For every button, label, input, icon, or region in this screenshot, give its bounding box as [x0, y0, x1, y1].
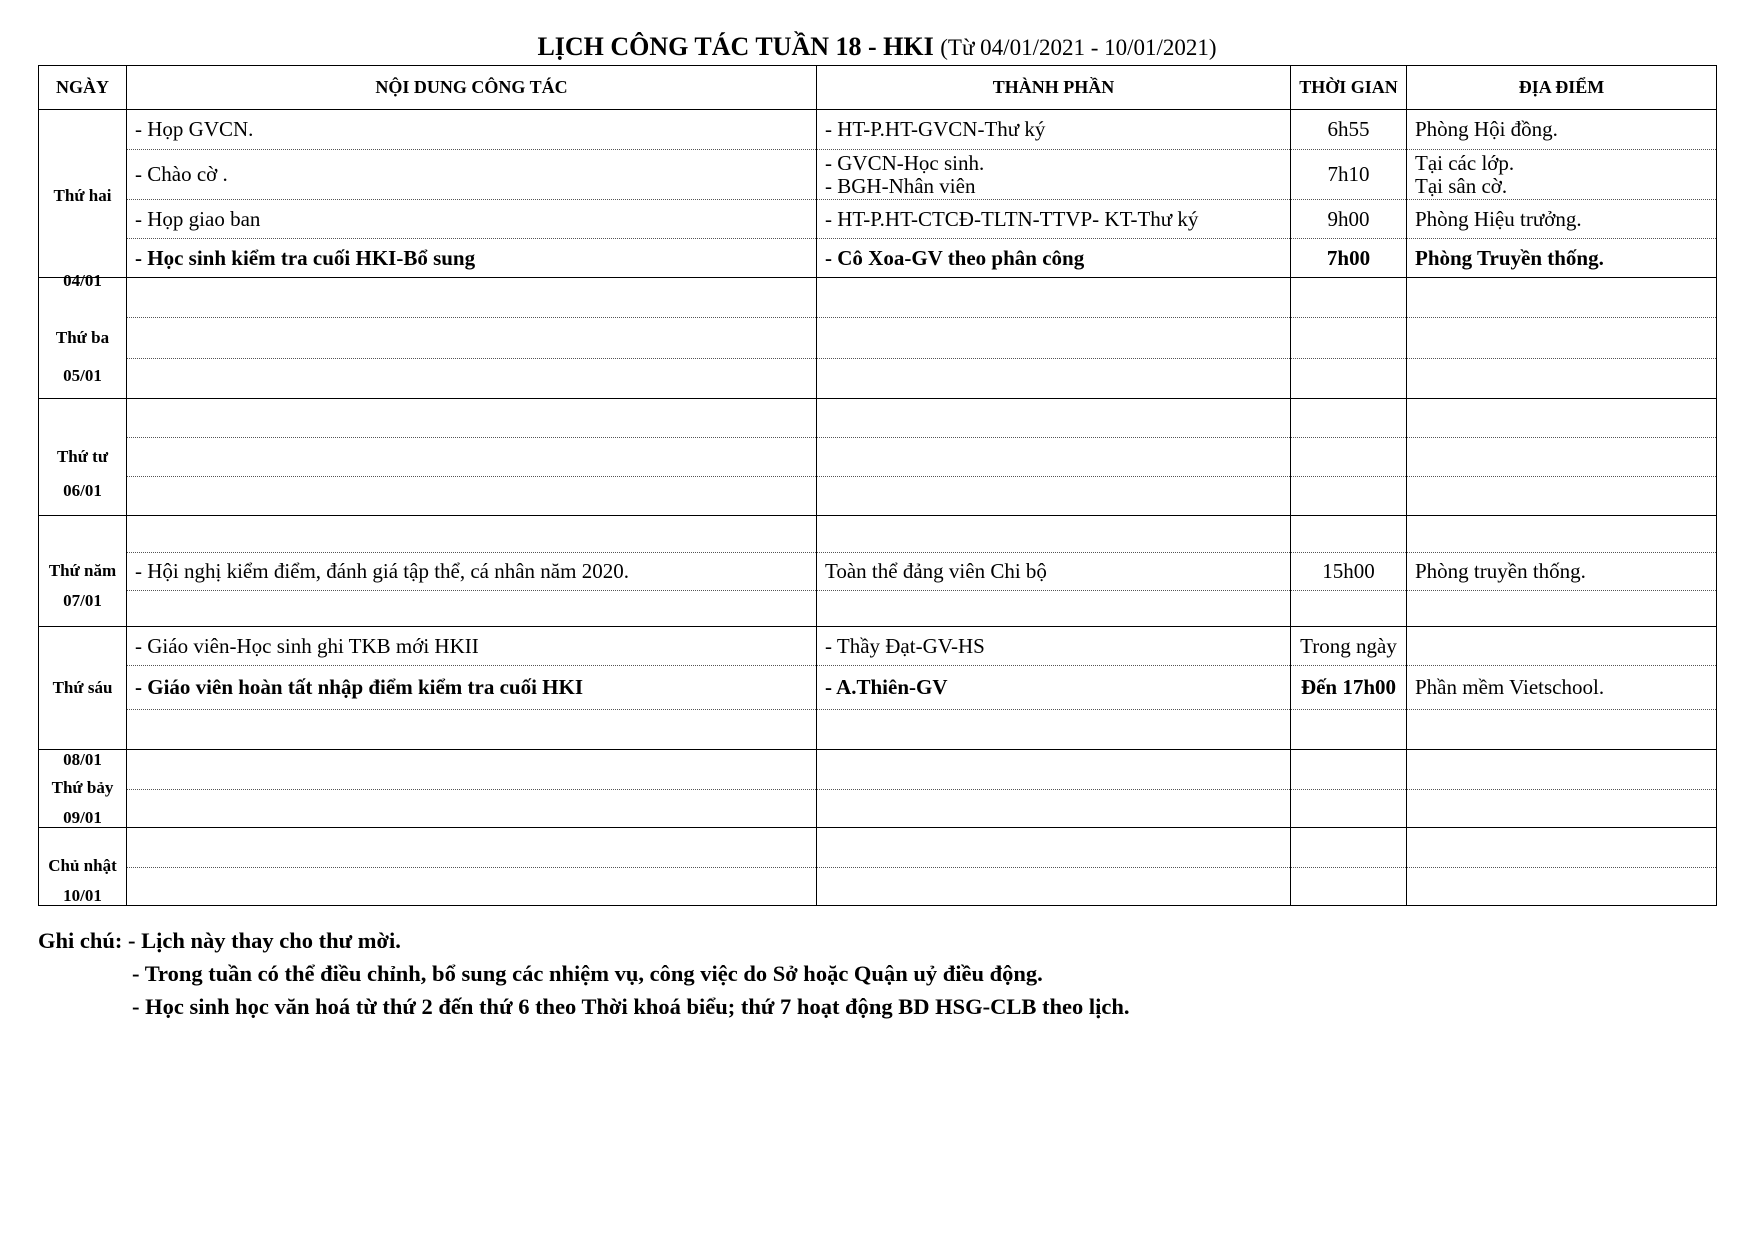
- members-cell: - HT-P.HT-CTCĐ-TLTN-TTVP- KT-Thư ký: [817, 200, 1291, 239]
- notes-line-2: - Trong tuần có thể điều chỉnh, bổ sung các nhiệm vụ, công việc do Sở hoặc Quận uỷ điều động.: [132, 961, 1043, 986]
- time-cell: [1291, 516, 1407, 553]
- time-cell: 9h00: [1291, 200, 1407, 239]
- table-row: [39, 200, 1717, 239]
- table-row: [39, 750, 1717, 790]
- content-cell: [127, 750, 817, 790]
- members-cell: [817, 790, 1291, 828]
- day-name: Thứ bảy: [51, 777, 114, 797]
- members-cell: [817, 591, 1291, 627]
- title-main: LỊCH CÔNG TÁC TUẦN 18 - HKI: [537, 32, 934, 61]
- time-cell: [1291, 710, 1407, 750]
- day-name: Thứ năm: [48, 561, 117, 580]
- content-cell: - Hội nghị kiểm điểm, đánh giá tập thể, cá nhân năm 2020.: [127, 553, 817, 591]
- place-cell: [1407, 278, 1717, 318]
- day-name: Thứ hai: [53, 185, 112, 205]
- place-cell: [1407, 828, 1717, 868]
- day-name: Thứ ba: [55, 328, 110, 347]
- title-date-range: (Từ 04/01/2021 - 10/01/2021): [940, 35, 1217, 60]
- members-cell: - Thầy Đạt-GV-HS: [817, 627, 1291, 666]
- place-cell: Phòng Hiệu trưởng.: [1407, 200, 1717, 239]
- place-cell: [1407, 790, 1717, 828]
- content-cell: - Chào cờ .: [127, 150, 817, 200]
- table-row: [39, 438, 1717, 477]
- day-cell-mon: [39, 110, 127, 290]
- place-cell: [1407, 750, 1717, 790]
- notes-text: : - Lịch này thay cho thư mời.: [114, 928, 401, 953]
- day-date: 09/01: [63, 807, 102, 827]
- members-cell: [817, 477, 1291, 516]
- place-cell: [1407, 318, 1717, 359]
- day-cell-sun: [39, 828, 127, 906]
- table-row: [39, 666, 1717, 710]
- table-row: [39, 790, 1717, 828]
- members-cell: [817, 359, 1291, 399]
- table-row: [39, 828, 1717, 868]
- table-row: [39, 318, 1717, 359]
- notes-label: Ghi chú: [38, 928, 115, 953]
- day-cell-tue: [39, 278, 127, 399]
- table-row: [39, 627, 1717, 666]
- content-cell: - Họp GVCN.: [127, 110, 817, 150]
- schedule-title: [0, 30, 1754, 65]
- table-row: [39, 868, 1717, 906]
- time-cell: 6h55: [1291, 110, 1407, 150]
- content-cell: - Giáo viên-Học sinh ghi TKB mới HKII: [127, 627, 817, 666]
- place-cell: [1407, 150, 1717, 200]
- time-cell: [1291, 438, 1407, 477]
- time-cell: [1291, 399, 1407, 438]
- members-cell: Toàn thể đảng viên Chi bộ: [817, 553, 1291, 591]
- content-cell: [127, 318, 817, 359]
- place-cell: Phòng Hội đồng.: [1407, 110, 1717, 150]
- content-cell: [127, 828, 817, 868]
- table-row: [39, 553, 1717, 591]
- members-cell: - HT-P.HT-GVCN-Thư ký: [817, 110, 1291, 150]
- content-cell: [127, 790, 817, 828]
- members-cell: - A.Thiên-GV: [817, 666, 1291, 710]
- place-line: Tại sân cờ.: [1415, 173, 1508, 198]
- members-cell: [817, 516, 1291, 553]
- table-row: [39, 477, 1717, 516]
- content-cell: [127, 278, 817, 318]
- content-cell: - Họp giao ban: [127, 200, 817, 239]
- time-cell: [1291, 318, 1407, 359]
- time-cell: 15h00: [1291, 553, 1407, 591]
- content-cell: [127, 516, 817, 553]
- notes-line-3: - Học sinh học văn hoá từ thứ 2 đến thứ 6 theo Thời khoá biểu; thứ 7 hoạt động BD HSG-CLB theo lịch.: [132, 994, 1130, 1019]
- place-cell: [1407, 516, 1717, 553]
- table-row: [39, 516, 1717, 553]
- place-cell: [1407, 591, 1717, 627]
- time-cell: Trong ngày: [1291, 627, 1407, 666]
- members-line: - GVCN-Học sinh.: [825, 150, 985, 175]
- table-row: [39, 110, 1717, 150]
- table-row: [39, 278, 1717, 318]
- day-date: 04/01: [63, 270, 102, 290]
- members-cell: [817, 868, 1291, 906]
- members-cell: [817, 278, 1291, 318]
- time-cell: 7h00: [1291, 239, 1407, 278]
- content-cell: [127, 359, 817, 399]
- day-name: Chủ nhật: [48, 855, 117, 875]
- members-cell: [817, 750, 1291, 790]
- content-cell: [127, 438, 817, 477]
- table-row: [39, 399, 1717, 438]
- table-row: [39, 150, 1717, 200]
- members-line: - BGH-Nhân viên: [825, 173, 976, 198]
- header-members: THÀNH PHẦN: [817, 66, 1291, 110]
- notes-section: [38, 924, 1129, 1023]
- table-row: [39, 710, 1717, 750]
- header-time: THỜI GIAN: [1291, 66, 1407, 110]
- day-date: 06/01: [63, 481, 102, 500]
- day-cell-thu: [39, 516, 127, 627]
- header-row: [39, 66, 1717, 110]
- header-day: NGÀY: [39, 66, 127, 110]
- place-cell: [1407, 359, 1717, 399]
- members-cell: [817, 438, 1291, 477]
- members-cell: [817, 710, 1291, 750]
- place-cell: [1407, 710, 1717, 750]
- members-cell: [817, 318, 1291, 359]
- content-cell: [127, 710, 817, 750]
- table-row: [39, 239, 1717, 278]
- day-date: 08/01: [63, 750, 102, 769]
- place-cell: [1407, 868, 1717, 906]
- day-cell-wed: [39, 399, 127, 516]
- time-cell: [1291, 868, 1407, 906]
- place-cell: Phòng truyền thống.: [1407, 553, 1717, 591]
- notes-line-1: [38, 924, 1129, 957]
- place-cell: Phần mềm Vietschool.: [1407, 666, 1717, 710]
- members-cell: - Cô Xoa-GV theo phân công: [817, 239, 1291, 278]
- day-name: Thứ sáu: [52, 678, 113, 697]
- day-cell-fri: [39, 627, 127, 769]
- content-cell: [127, 477, 817, 516]
- day-date: 10/01: [63, 885, 102, 905]
- members-cell: [817, 150, 1291, 200]
- time-cell: Đến 17h00: [1291, 666, 1407, 710]
- time-cell: [1291, 828, 1407, 868]
- table-row: [39, 591, 1717, 627]
- place-cell: [1407, 477, 1717, 516]
- time-cell: [1291, 591, 1407, 627]
- members-cell: [817, 828, 1291, 868]
- content-cell: [127, 868, 817, 906]
- content-cell: [127, 591, 817, 627]
- schedule-table: [38, 65, 1717, 906]
- time-cell: [1291, 359, 1407, 399]
- content-cell: - Giáo viên hoàn tất nhập điểm kiểm tra cuối HKI: [127, 666, 817, 710]
- day-date: 07/01: [63, 591, 102, 610]
- time-cell: [1291, 750, 1407, 790]
- content-cell: [127, 399, 817, 438]
- header-place: ĐỊA ĐIỂM: [1407, 66, 1717, 110]
- time-cell: [1291, 278, 1407, 318]
- header-content: NỘI DUNG CÔNG TÁC: [127, 66, 817, 110]
- day-name: Thứ tư: [56, 447, 109, 466]
- place-cell: Phòng Truyền thống.: [1407, 239, 1717, 278]
- time-cell: [1291, 790, 1407, 828]
- table-row: [39, 359, 1717, 399]
- content-cell: - Học sinh kiểm tra cuối HKI-Bổ sung: [127, 239, 817, 278]
- place-cell: [1407, 627, 1717, 666]
- time-cell: [1291, 477, 1407, 516]
- place-cell: [1407, 399, 1717, 438]
- place-line: Tại các lớp.: [1415, 150, 1515, 175]
- place-cell: [1407, 438, 1717, 477]
- members-cell: [817, 399, 1291, 438]
- day-date: 05/01: [63, 366, 102, 385]
- time-cell: 7h10: [1291, 150, 1407, 200]
